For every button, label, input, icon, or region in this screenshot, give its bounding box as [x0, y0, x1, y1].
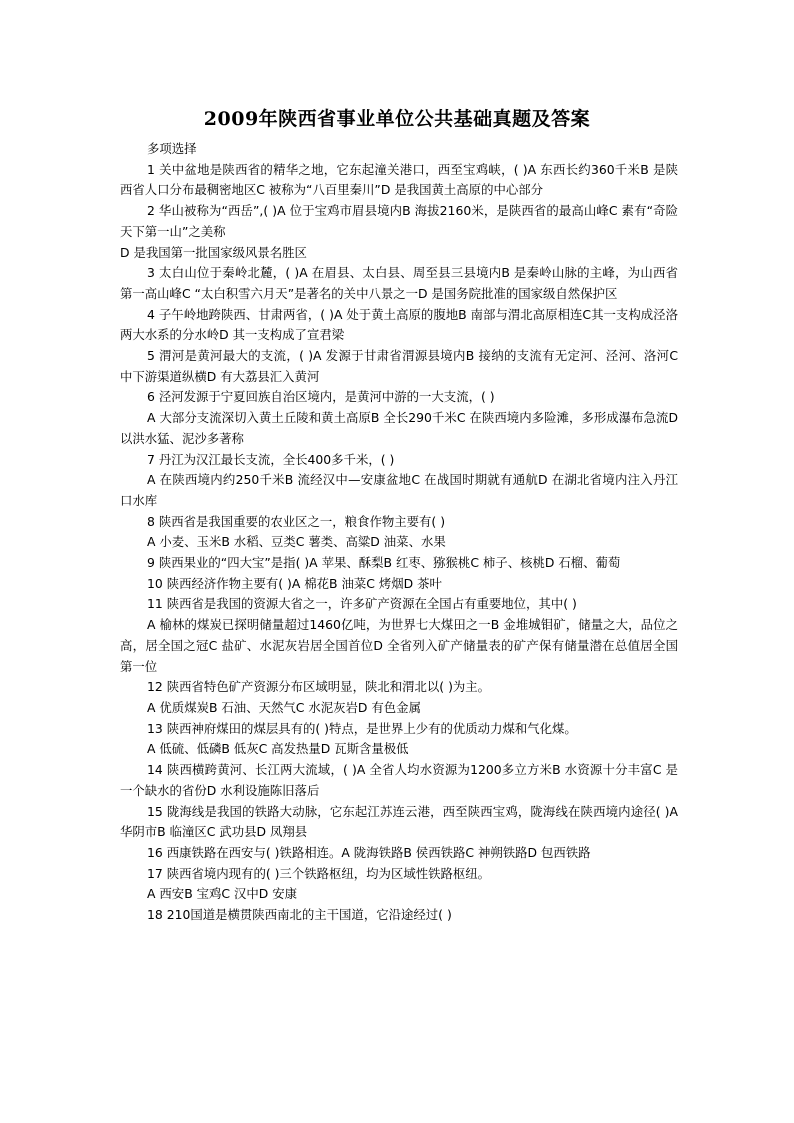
question-paragraph: 11 陕西省是我国的资源大省之一，许多矿产资源在全国占有重要地位，其中( ) — [147, 596, 577, 612]
question-paragraph: D 是我国第一批国家级风景名胜区 — [120, 244, 307, 260]
question-paragraph: 14 陕西横跨黄河、长江两大流域，( )A 全省人均水资源为1200多立方米B 水资源十分丰富C 是一个缺水的省份D 水利设施陈旧落后 — [120, 762, 678, 798]
document-title: 2009年陕西省事业单位公共基础真题及答案 — [203, 108, 591, 130]
question-paragraph: 17 陕西省境内现有的( )三个铁路枢纽，均为区域性铁路枢纽。 — [147, 865, 491, 881]
question-paragraph: 16 西康铁路在西安与( )铁路相连。A 陇海铁路B 侯西铁路C 神朔铁路D 包西铁路 — [147, 844, 591, 860]
question-paragraph: 1 关中盆地是陕西省的精华之地，它东起潼关港口，西至宝鸡峡，( )A 东西长约360千米B 是陕西省人口分布最稠密地区C 被称为“八百里秦川”D 是我国黄土高原的中心部分 — [120, 161, 678, 198]
question-paragraph: 8 陕西省是我国重要的农业区之一，粮食作物主要有( ) — [147, 513, 446, 529]
question-paragraph: A 在陕西境内约250千米B 流经汉中—安康盆地C 在战国时期就有通航D 在湖北省境内注入丹江口水库 — [120, 472, 678, 508]
question-paragraph: 4 子午岭地跨陕西、甘肃两省，( )A 处于黄土高原的腹地B 南部与渭北高原相连C其一支构成泾洛两大水系的分水岭D 其一支构成了宣君梁 — [120, 306, 678, 343]
question-paragraph: 7 丹江为汉江最长支流，全长400多千米，( ) — [147, 451, 395, 467]
question-paragraph: A 优质煤炭B 石油、天然气C 水泥灰岩D 有色金属 — [147, 699, 421, 715]
question-paragraph: 10 陕西经济作物主要有( )A 棉花B 油菜C 烤烟D 茶叶 — [147, 575, 442, 591]
question-paragraph: 6 泾河发源于宁夏回族自治区境内，是黄河中游的一大支流，( ) — [147, 389, 495, 405]
question-paragraph: 12 陕西省特色矿产资源分布区域明显，陕北和渭北以( )为主。 — [147, 679, 491, 695]
question-paragraph: A 榆林的煤炭已探明储量超过1460亿吨，为世界七大煤田之一B 金堆城钼矿，储量之大，品位之高，居全国之冠C 盐矿、水泥灰岩居全国首位D 全省列入矿产储量表的矿产保有储量潜在总值居全国第一位 — [120, 617, 678, 674]
question-list — [120, 160, 678, 926]
question-paragraph: A 大部分支流深切入黄土丘陵和黄土高原B 全长290千米C 在陕西境内多险滩，多形成瀑布急流D 以洪水猛、泥沙多著称 — [120, 410, 678, 446]
question-paragraph: 18 210国道是横贯陕西南北的主干国道，它沿途经过( ) — [147, 907, 452, 923]
question-paragraph: 9 陕西果业的“四大宝”是指( )A 苹果、酥梨B 红枣、猕猴桃C 柿子、核桃D 石榴、葡萄 — [147, 555, 621, 571]
question-paragraph: A 低硫、低磷B 低灰C 高发热量D 瓦斯含量极低 — [147, 741, 409, 757]
question-paragraph: 2 华山被称为“西岳”,( )A 位于宝鸡市眉县境内B 海拔2160米，是陕西省的最高山峰C 素有“奇险天下第一山”之美称 — [120, 203, 678, 239]
question-paragraph: A 西安B 宝鸡C 汉中D 安康 — [147, 886, 298, 902]
question-paragraph: 15 陇海线是我国的铁路大动脉，它东起江苏连云港，西至陕西宝鸡，陇海线在陕西境内途径( )A 华阴市B 临潼区C 武功县D 凤翔县 — [120, 803, 678, 840]
document-body — [120, 139, 678, 926]
section-heading: 多项选择 — [147, 141, 197, 156]
question-paragraph: 5 渭河是黄河最大的支流，( )A 发源于甘肃省渭源县境内B 接纳的支流有无定河、泾河、洛河C 中下游渠道纵横D 有大荔县汇入黄河 — [120, 348, 678, 384]
question-paragraph: 3 太白山位于秦岭北麓，( )A 在眉县、太白县、周至县三县境内B 是秦岭山脉的主峰，为山西省第一高山峰C “太白积雪六月天”是著名的关中八景之一D 是国务院批准的国家级自然保护区 — [120, 265, 678, 301]
question-paragraph: 13 陕西神府煤田的煤层具有的( )特点，是世界上少有的优质动力煤和气化煤。 — [147, 720, 577, 736]
question-paragraph: A 小麦、玉米B 水稻、豆类C 薯类、高粱D 油菜、水果 — [147, 534, 446, 550]
